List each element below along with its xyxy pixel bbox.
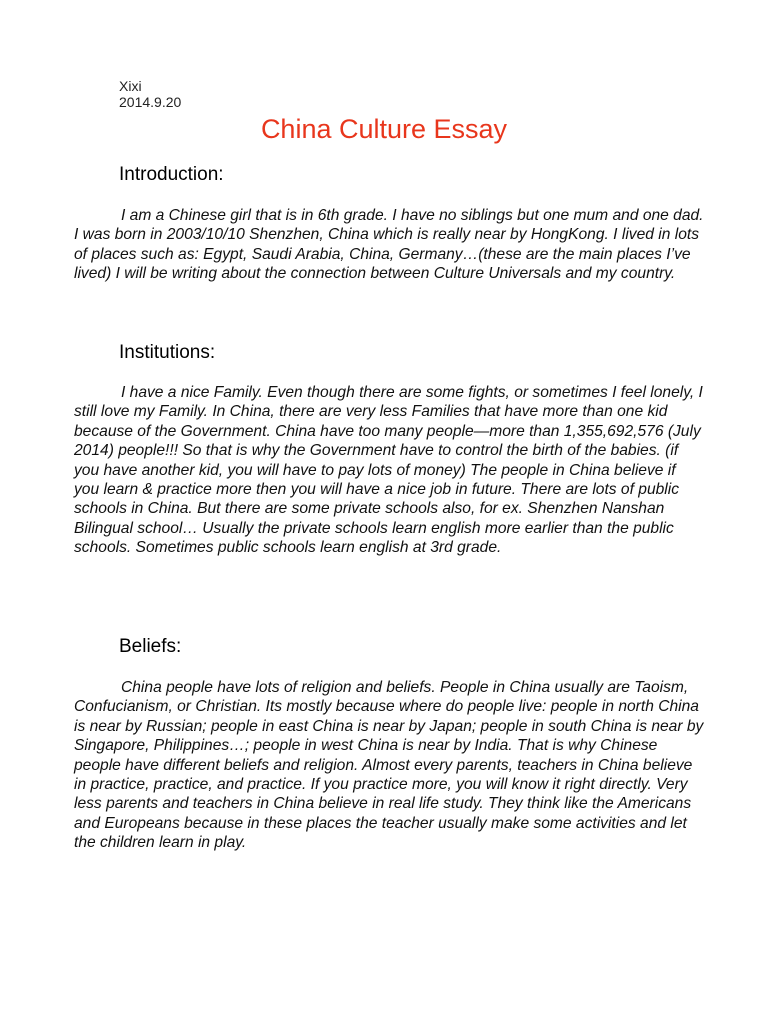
section-heading-beliefs: Beliefs:	[119, 636, 182, 657]
essay-title-text: China Culture Essay	[260, 114, 508, 144]
section-body-institutions: I have a nice Family. Even though there are some fights, or sometimes I feel lonely, I still love my Family. In China, there are very less Families that have more than one kid because of the Government. China have too many people—more than 1,355,692,576 (July 2014) people!!! So that is why the Government have to control the birth of the babies. (if you have another kid, you will have to pay lots of money) The people in China believe if you learn & practice more then you will have a nice job in future. There are lots of public schools in China. But there are some private schools also, for ex. Shenzhen Nanshan Bilingual school… Usually the private schools learn english more earlier than the public schools. Sometimes public schools learn english at 3rd grade.	[74, 384, 703, 557]
section-heading-institutions: Institutions:	[119, 342, 216, 363]
section-body-introduction: I am a Chinese girl that is in 6th grade. I have no siblings but one mum and one dad. I was born in 2003/10/10 Shenzhen, China which is really near by HongKong. I lived in lots of places such as: Egypt, Saudi Arabia, China, Germany…(these are the main places I’ve lived) I will be writing about the connection between Culture Universals and my country.	[74, 207, 704, 283]
essay-title	[0, 112, 768, 146]
section-heading-introduction: Introduction:	[119, 164, 224, 185]
section-body-beliefs: China people have lots of religion and beliefs. People in China usually are Taoism, Confucianism, or Christian. Its mostly because where do people live: people in north China is near by Russian; people in east China is near by Japan; people in south China is near by Singapore, Philippines…; people in west China is near by India. That is why Chinese people have different beliefs and religion. Almost every parents, teachers in China believe in practice, practice, and practice. If you practice more, you will know it right directly. Very less parents and teachers in China believe in real life study. They think like the Americans and Europeans because in these places the teacher usually make some activities and let the children learn in play.	[74, 679, 704, 852]
essay-date: 2014.9.20	[119, 94, 182, 110]
author-name: Xixi	[119, 78, 142, 94]
